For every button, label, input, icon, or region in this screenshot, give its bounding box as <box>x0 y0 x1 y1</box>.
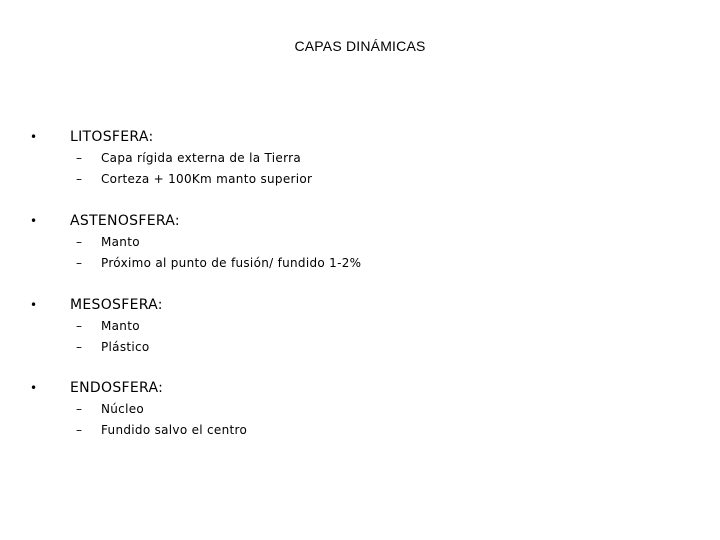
list-item-text: Corteza + 100Km manto superior <box>101 172 313 186</box>
bullet-icon: • <box>30 130 38 144</box>
dash-icon: – <box>76 402 82 416</box>
list-item-text: Núcleo <box>101 402 145 416</box>
list-item-text: Próximo al punto de fusión/ fundido 1-2% <box>101 256 362 270</box>
slide-title-text: CAPAS DINÁMICAS <box>294 38 426 54</box>
section-heading: LITOSFERA: <box>70 129 154 145</box>
section-astenosfera <box>30 211 690 274</box>
dash-icon: – <box>76 235 82 249</box>
list-item <box>30 316 690 337</box>
section-litosfera <box>30 127 690 190</box>
list-item <box>30 148 690 169</box>
slide-title <box>0 38 720 54</box>
list-item-text: Fundido salvo el centro <box>101 423 248 437</box>
list-item <box>30 399 690 420</box>
dash-icon: – <box>76 423 82 437</box>
section-heading-row <box>30 378 690 398</box>
bullet-icon: • <box>30 214 38 228</box>
dash-icon: – <box>76 340 82 354</box>
list-item <box>30 420 690 441</box>
section-mesosfera <box>30 295 690 358</box>
list-item-text: Manto <box>101 235 140 249</box>
list-item <box>30 232 690 253</box>
section-heading: ASTENOSFERA: <box>70 213 180 229</box>
section-endosfera <box>30 378 690 441</box>
list-item <box>30 253 690 274</box>
dash-icon: – <box>76 319 82 333</box>
list-item-text: Plástico <box>101 340 150 354</box>
dash-icon: – <box>76 151 82 165</box>
dash-icon: – <box>76 172 82 186</box>
dash-icon: – <box>76 256 82 270</box>
list-item-text: Capa rígida externa de la Tierra <box>101 151 301 165</box>
bullet-icon: • <box>30 298 38 312</box>
section-heading: ENDOSFERA: <box>70 380 164 396</box>
section-heading-row <box>30 127 690 147</box>
list-item <box>30 337 690 358</box>
bullet-icon: • <box>30 381 38 395</box>
list-item <box>30 169 690 190</box>
section-heading-row <box>30 211 690 231</box>
section-heading: MESOSFERA: <box>70 297 163 313</box>
section-heading-row <box>30 295 690 315</box>
list-item-text: Manto <box>101 319 140 333</box>
